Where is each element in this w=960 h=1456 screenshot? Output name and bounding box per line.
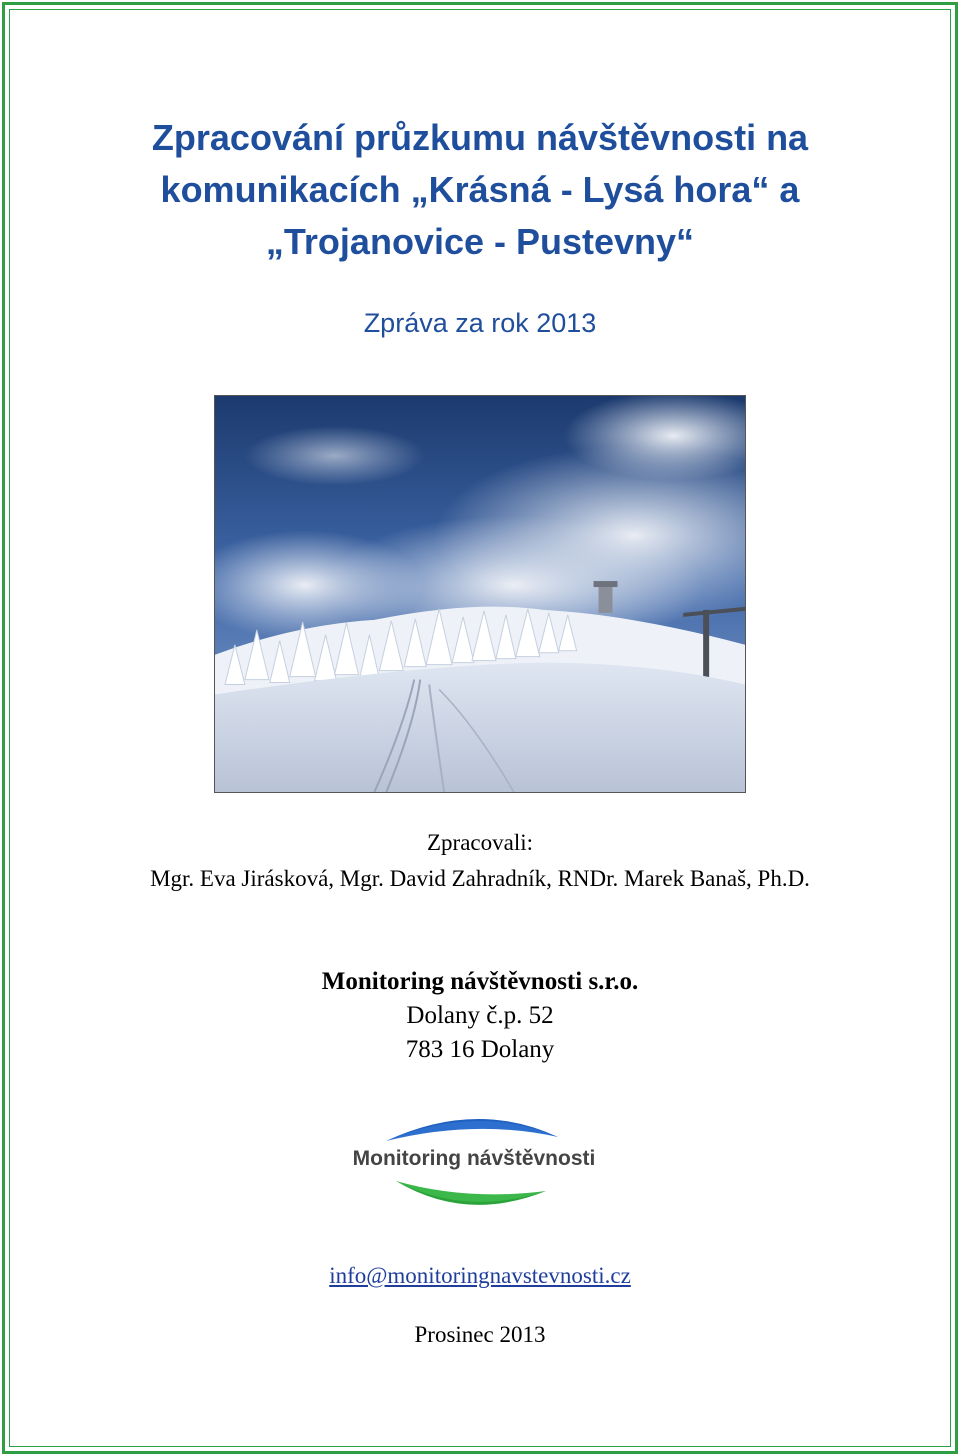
report-subtitle: Zpráva za rok 2013	[363, 308, 597, 338]
logo-wordmark: Monitoring návštěvnosti	[352, 1147, 596, 1170]
authors-list: Mgr. Eva Jirásková, Mgr. David Zahradník, RNDr. Marek Banaš, Ph.D.	[150, 866, 810, 891]
company-logo	[326, 1105, 622, 1221]
organization-address-line2: 783 16 Dolany	[405, 1036, 555, 1063]
authors-label: Zpracovali:	[426, 830, 533, 855]
contact-email-link[interactable]: info@monitoringnavstevnosti.cz	[329, 1263, 631, 1288]
title-line-3: „Trojanovice - Pustevny“	[265, 221, 695, 262]
title-line-1: Zpracování průzkumu návštěvnosti na	[151, 117, 809, 158]
organization-address-line1: Dolany č.p. 52	[406, 1002, 554, 1029]
publication-date: Prosinec 2013	[414, 1322, 546, 1347]
title-line-2: komunikacích „Krásná - Lysá hora“ a	[160, 169, 800, 210]
organization-name: Monitoring návštěvnosti s.r.o.	[321, 968, 639, 995]
organization-block	[0, 965, 960, 1067]
cover-photo	[214, 395, 746, 793]
document-title	[0, 112, 960, 268]
snowy-mountain-photo	[215, 396, 745, 792]
